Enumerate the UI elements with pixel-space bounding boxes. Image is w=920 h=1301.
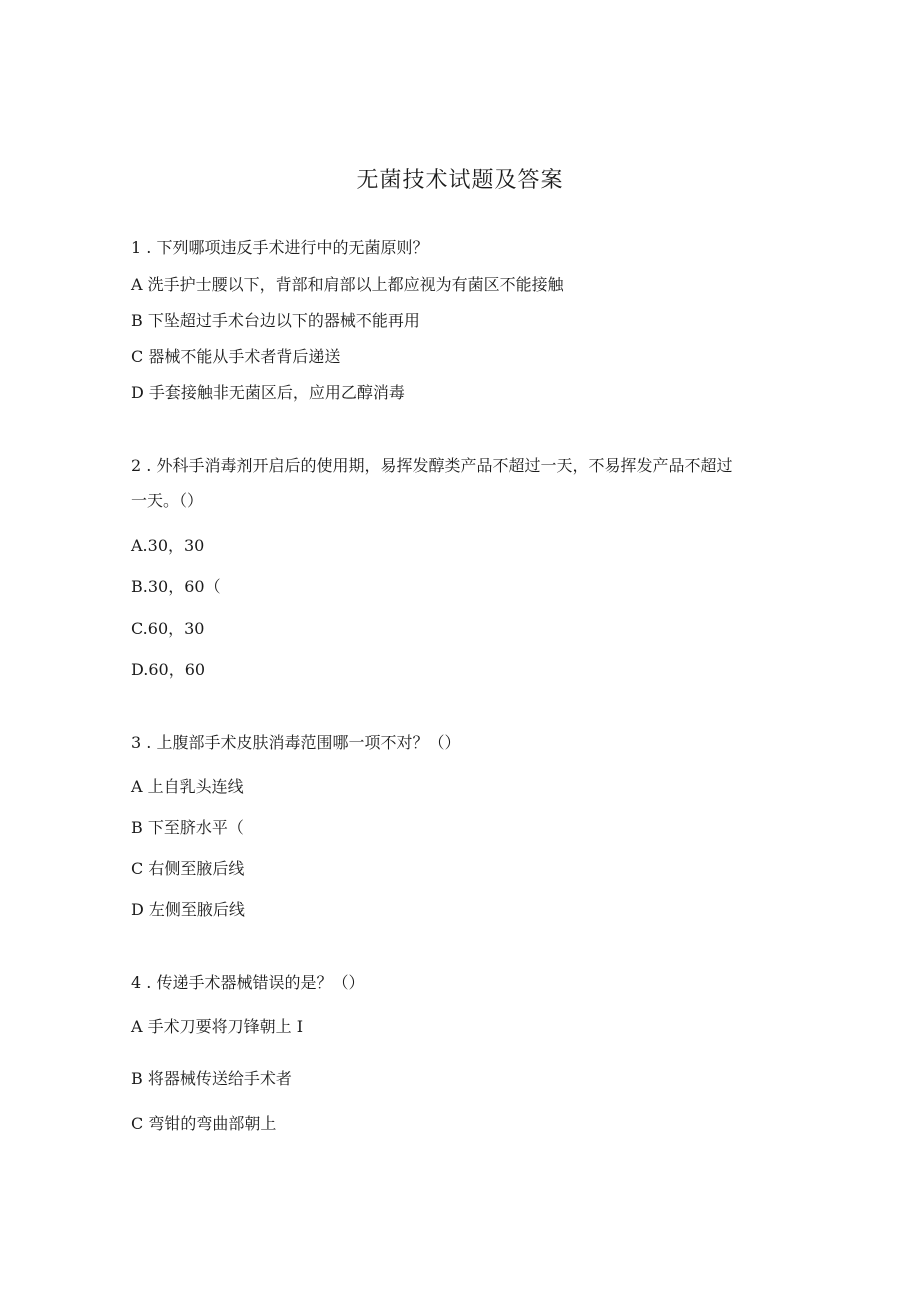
question-2-stem-line-2: 一天。（） (131, 491, 204, 510)
question-4-option-b: B 将器械传送给手术者 (131, 1069, 292, 1088)
document-title: 无菌技术试题及答案 (356, 168, 564, 193)
question-3-option-c: C 右侧至腋后线 (131, 859, 245, 878)
question-4-option-a: A 手术刀要将刀锋朝上 I (131, 1017, 304, 1036)
question-1-option-d: D 手套接触非无菌区后，应用乙醇消毒 (131, 383, 405, 402)
question-2-option-d: D.60，60 (131, 660, 206, 679)
question-3-option-b: B 下至脐水平（ (131, 818, 244, 837)
question-1-option-b: B 下坠超过手术台边以下的器械不能再用 (131, 311, 420, 330)
question-4-stem: 4 . 传递手术器械错误的是？（） (131, 973, 365, 992)
question-1-option-a: A 洗手护士腰以下，背部和肩部以上都应视为有菌区不能接触 (131, 275, 564, 294)
question-1-stem: 1 . 下列哪项违反手术进行中的无菌原则？ (131, 238, 429, 257)
question-2-option-a: A.30，30 (131, 536, 205, 555)
question-4-option-c: C 弯钳的弯曲部朝上 (131, 1114, 277, 1133)
question-3-option-a: A 上自乳头连线 (131, 777, 244, 796)
question-3-option-d: D 左侧至腋后线 (131, 900, 245, 919)
question-2-stem-line-1: 2 . 外科手消毒剂开启后的使用期，易挥发醇类产品不超过一天，不易挥发产品不超过 (131, 456, 733, 475)
question-3-stem: 3 . 上腹部手术皮肤消毒范围哪一项不对？（） (131, 733, 461, 752)
question-1-option-c: C 器械不能从手术者背后递送 (131, 347, 341, 366)
question-2-option-b: B.30，60（ (131, 577, 221, 596)
question-2-option-c: C.60，30 (131, 619, 205, 638)
